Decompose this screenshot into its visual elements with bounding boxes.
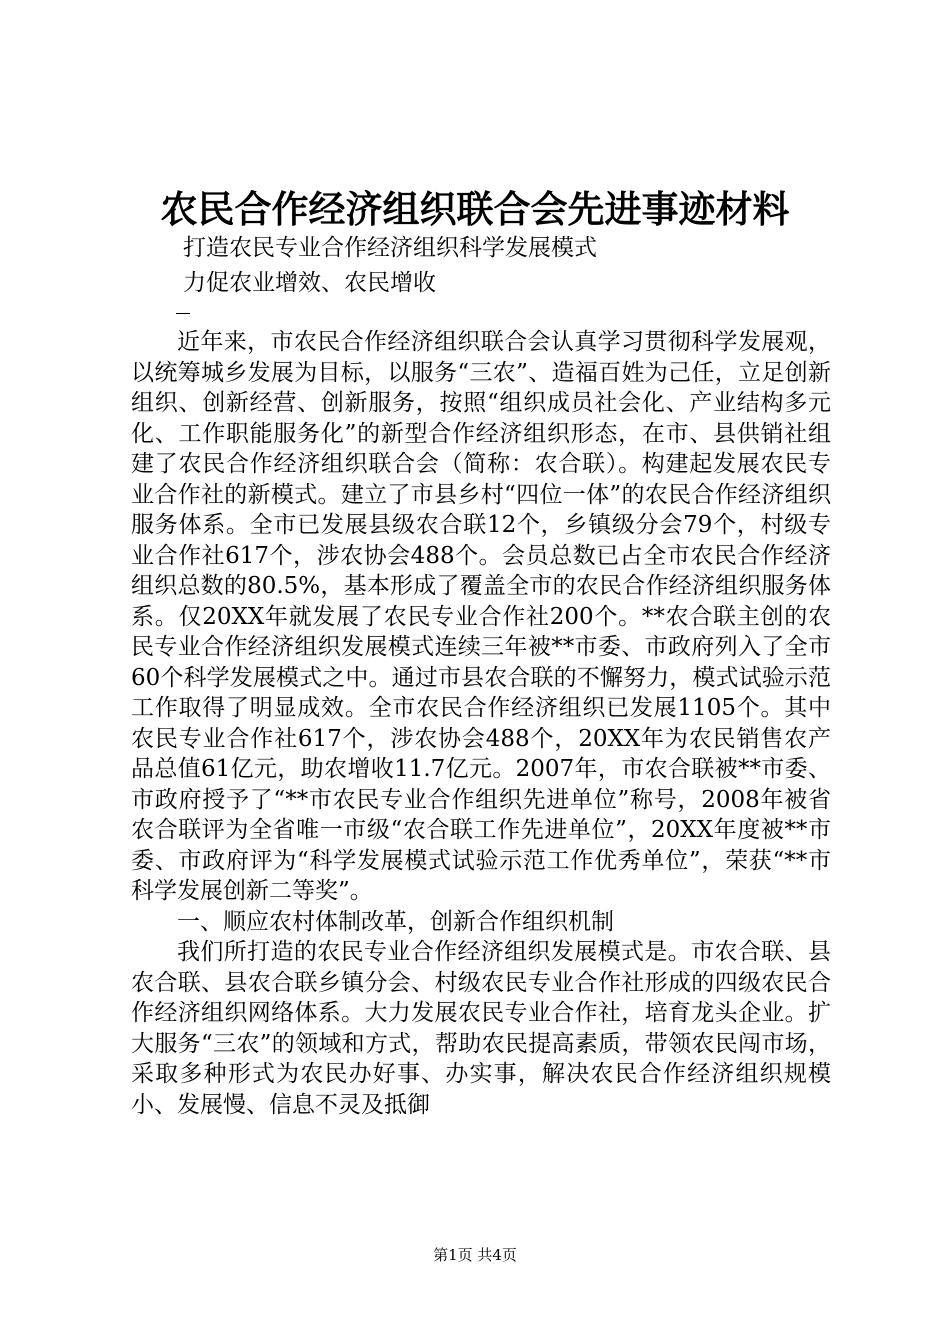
page-footer: 第1页 共4页 bbox=[433, 1246, 517, 1264]
subtitle-line-2: 力促农业增效、农民增收 bbox=[183, 270, 436, 296]
text-cursor-mark bbox=[176, 313, 190, 314]
subtitle-line-1: 打造农民专业合作经济组织科学发展模式 bbox=[183, 235, 597, 261]
paragraph-section-1: 我们所打造的农民专业合作经济组织发展模式是。市农合联、县农合联、县农合联乡镇分会、村级农民专业合作社形成的四级农民合作经济组织网络体系。大力发展农民专业合作社，培育龙头企业。扩大服务“三农”的领域和方式，帮助农民提高素质，带领农民闯市场，采取多种形式为农民办好事、办实事，解决农民合作经济组织规模小、发展慢、信息不灵及抵御 bbox=[131, 939, 831, 1118]
paragraph-intro: 近年来，市农民合作经济组织联合会认真学习贯彻科学发展观，以统筹城乡发展为目标，以服务“三农”、造福百姓为己任，立足创新组织、创新经营、创新服务，按照“组织成员社会化、产业结构多元化、工作职能服务化”的新型合作经济组织形态，在市、县供销社组建了农民合作经济组织联合会（简称：农合联）。构建起发展农民专业合作社的新模式。建立了市县乡村“四位一体”的农民合作经济组织服务体系。全市已发展县级农合联12个，乡镇级分会79个，村级专业合作社617个，涉农协会488个。会员总数已占全市农民合作经济组织总数的80.5%，基本形成了覆盖全市的农民合作经济组织服务体系。仅20XX年就发展了农民专业合作社200个。**农合联主创的农民专业合作经济组织发展模式连续三年被**市委、市政府列入了全市60个科学发展模式之中。通过市县农合联的不懈努力，模式试验示范工作取得了明显成效。全市农民合作经济组织已发展1105个。其中农民专业合作社617个，涉农协会488个，20XX年为农民销售农产品总值61亿元，助农增收11.7亿元。2007年，市农合联被**市委、市政府授予了“**市农民专业合作组织先进单位”称号，2008年被省农合联评为全省唯一市级“农合联工作先进单位”，20XX年度被**市委、市政府评为“科学发展模式试验示范工作优秀单位”，荣获“**市科学发展创新二等奖”。 bbox=[131, 329, 831, 904]
document-body bbox=[131, 327, 831, 1120]
section-heading-1: 一、顺应农村体制改革，创新合作组织机制 bbox=[177, 908, 614, 935]
document-title: 农民合作经济组织联合会先进事迹材料 bbox=[160, 187, 790, 231]
